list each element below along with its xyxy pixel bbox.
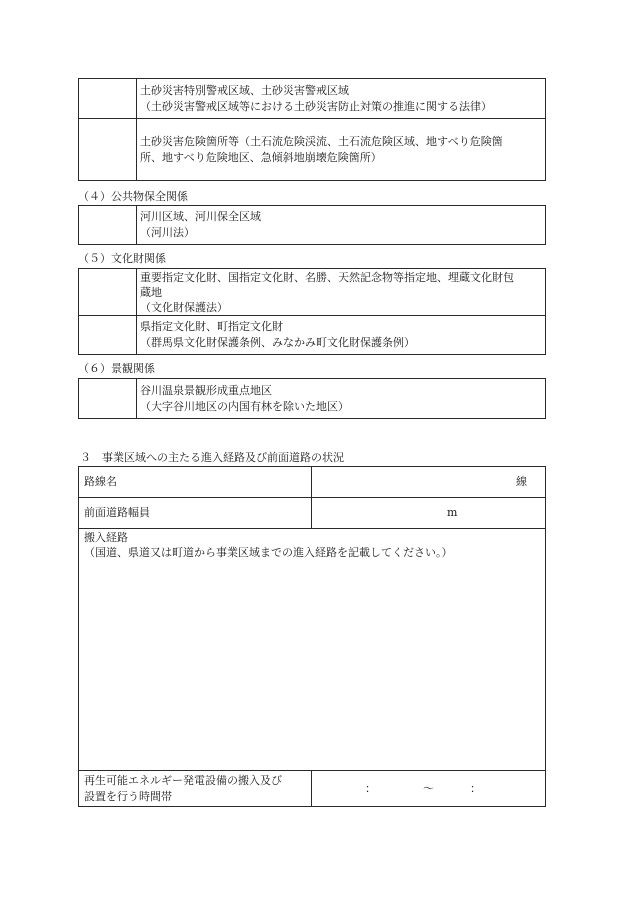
local-cultural-property-row: [79, 316, 545, 354]
zone-name-continued: 蔵地: [140, 285, 162, 299]
section-heading-landscape: （６）景観関係: [78, 362, 155, 375]
zone-name: 谷川温泉景観形成重点地区: [140, 383, 272, 397]
road-width-unit: m: [447, 506, 458, 519]
public-property-table: [78, 205, 546, 245]
zone-scope-note: （大字谷川地区の内国有林を除いた地区）: [140, 399, 349, 413]
zone-description: [137, 119, 545, 180]
landscape-district-row: [79, 379, 545, 418]
national-cultural-property-row: [79, 269, 545, 316]
delivery-time-label-line: 再生可能エネルギー発電設備の搬入及び: [84, 773, 282, 787]
zone-name: 河川区域、河川保全区域: [140, 210, 261, 223]
road-width-field: [312, 498, 545, 528]
delivery-time-label: [79, 771, 312, 806]
delivery-route-label: 搬入経路: [84, 531, 128, 544]
zone-description: [137, 269, 545, 315]
sediment-warning-zone-row: [79, 79, 545, 119]
zone-legal-basis: （河川法）: [140, 226, 195, 239]
blank-check-cell: [79, 269, 137, 315]
sediment-hazard-spot-row: [79, 119, 545, 180]
delivery-time-row: [79, 771, 545, 806]
landscape-table: [78, 378, 546, 419]
zone-name: 土砂災害特別警戒区域、土砂災害警戒区域: [140, 83, 349, 97]
access-route-table: [78, 466, 546, 807]
blank-check-cell: [79, 79, 137, 118]
zone-name: 県指定文化財、町指定文化財: [140, 320, 283, 333]
delivery-route-field: [79, 529, 545, 770]
route-name-unit: 線: [516, 475, 527, 488]
route-name-row: [79, 467, 545, 498]
section-heading-cultural-property: （５）文化財関係: [78, 252, 166, 265]
start-time-colon: ：: [365, 782, 376, 795]
zone-name: 土砂災害危険箇所等（土石流危険渓流、土石流危険区域、地すべり危険箇: [140, 134, 503, 148]
road-width-row: [79, 498, 545, 529]
delivery-route-row: [79, 529, 545, 771]
time-range-separator: 〜: [423, 782, 434, 795]
cultural-property-table: [78, 268, 546, 355]
blank-check-cell: [79, 206, 137, 244]
blank-check-cell: [79, 316, 137, 354]
zone-legal-basis: （土砂災害警戒区域等における土砂災害防止対策の推進に関する法律）: [140, 99, 492, 113]
delivery-route-instruction: （国道、県道又は町道から事業区域までの進入経路を記載してください。）: [84, 546, 453, 559]
route-name-label: [79, 467, 312, 497]
end-time-colon: ：: [470, 782, 481, 795]
zone-legal-basis: （文化財保護法）: [140, 300, 228, 314]
river-area-row: [79, 206, 545, 244]
zone-name: 重要指定文化財、国指定文化財、名勝、天然記念物等指定地、埋蔵文化財包: [140, 270, 514, 284]
delivery-time-field: [312, 771, 545, 806]
zone-description: [137, 79, 545, 118]
zone-description: [137, 316, 545, 354]
road-width-label-text: 前面道路幅員: [84, 506, 150, 519]
zone-legal-basis: （群馬県文化財保護条例、みなかみ町文化財保護条例）: [140, 336, 415, 349]
zone-description: [137, 379, 545, 418]
route-name-field: [312, 467, 545, 497]
section-heading-public-property: （４）公共物保全関係: [78, 190, 188, 203]
route-name-label-text: 路線名: [84, 475, 117, 488]
section-heading-access-route: ３ 事業区域への主たる進入経路及び前面道路の状況: [80, 451, 344, 464]
road-width-label: [79, 498, 312, 528]
blank-check-cell: [79, 119, 137, 180]
blank-check-cell: [79, 379, 137, 418]
zone-name-continued: 所、地すべり危険地区、急傾斜地崩壊危険箇所）: [140, 150, 382, 164]
zone-description: [137, 206, 545, 244]
sediment-disaster-table: [78, 78, 546, 181]
delivery-time-label-line: 設置を行う時間帯: [84, 789, 172, 803]
